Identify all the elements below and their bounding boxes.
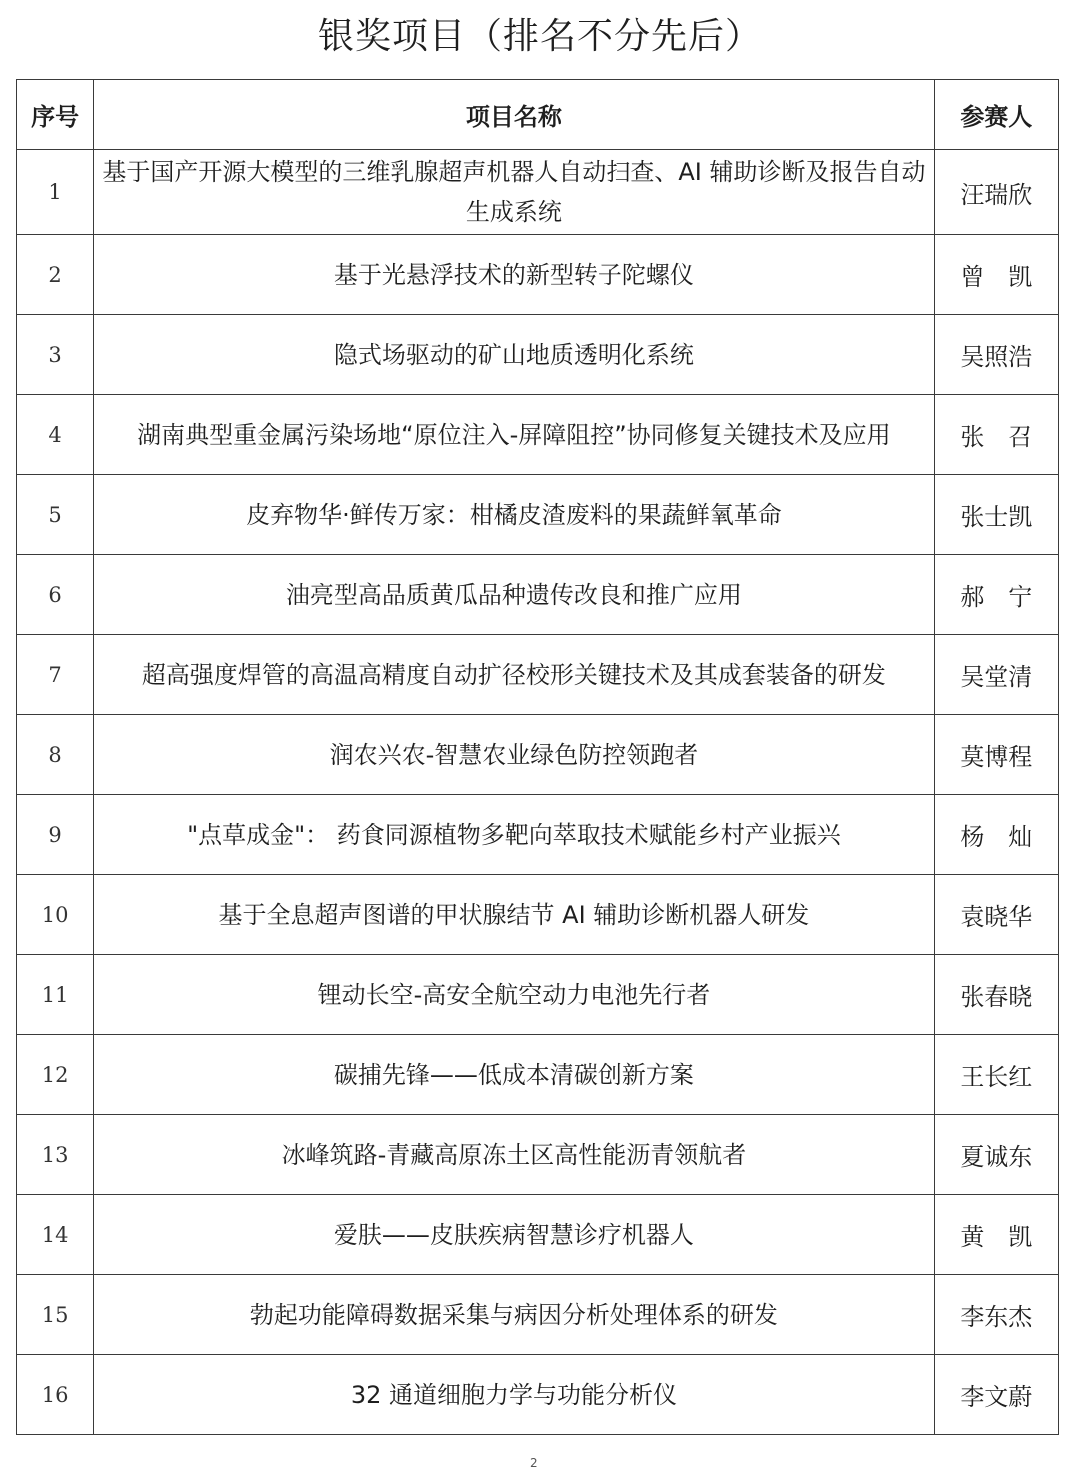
table-row	[17, 1115, 1059, 1195]
project-name: 爱肤——皮肤疾病智慧诊疗机器人	[94, 1195, 934, 1275]
table-row	[17, 235, 1059, 315]
row-number: 9	[17, 795, 94, 875]
participant-name: 袁晓华	[934, 875, 1058, 955]
table-row	[17, 875, 1059, 955]
project-name: 32 通道细胞力学与功能分析仪	[94, 1355, 934, 1435]
participant-name	[934, 795, 1058, 875]
participant-name	[934, 555, 1058, 635]
project-name: 皮弃物华·鲜传万家：柑橘皮渣废料的果蔬鲜氧革命	[94, 475, 934, 555]
row-number: 2	[17, 235, 94, 315]
header-project-name: 项目名称	[94, 80, 934, 150]
header-no: 序号	[17, 80, 94, 150]
participant-name	[934, 235, 1058, 315]
participant-name	[934, 1195, 1058, 1275]
project-name: 碳捕先锋——低成本清碳创新方案	[94, 1035, 934, 1115]
row-number: 10	[17, 875, 94, 955]
row-number: 1	[17, 150, 94, 235]
participant-name: 李文蔚	[934, 1355, 1058, 1435]
table-row	[17, 1035, 1059, 1115]
table-row	[17, 315, 1059, 395]
participant-name: 汪瑞欣	[934, 150, 1058, 235]
page-number: 2	[530, 1456, 538, 1470]
table-row	[17, 555, 1059, 635]
row-number: 12	[17, 1035, 94, 1115]
row-number: 14	[17, 1195, 94, 1275]
participant-name: 夏诚东	[934, 1115, 1058, 1195]
project-name: 润农兴农-智慧农业绿色防控领跑者	[94, 715, 934, 795]
participant-name	[934, 395, 1058, 475]
table-row	[17, 715, 1059, 795]
participant-name-text: 张召	[960, 423, 1057, 451]
participant-name-text: 杨灿	[960, 823, 1057, 851]
project-name: 超高强度焊管的高温高精度自动扩径校形关键技术及其成套装备的研发	[94, 635, 934, 715]
row-number: 13	[17, 1115, 94, 1195]
participant-name: 吴堂清	[934, 635, 1058, 715]
table-row	[17, 475, 1059, 555]
table-row	[17, 635, 1059, 715]
silver-award-table	[16, 79, 1059, 1435]
participant-name: 张春晓	[934, 955, 1058, 1035]
project-name: 基于国产开源大模型的三维乳腺超声机器人自动扫查、AI 辅助诊断及报告自动生成系统	[94, 150, 934, 235]
row-number: 5	[17, 475, 94, 555]
row-number: 7	[17, 635, 94, 715]
row-number: 8	[17, 715, 94, 795]
row-number: 11	[17, 955, 94, 1035]
row-number: 6	[17, 555, 94, 635]
header-participant: 参赛人	[934, 80, 1058, 150]
table-row	[17, 395, 1059, 475]
table-header-row	[17, 80, 1059, 150]
row-number: 15	[17, 1275, 94, 1355]
table-row	[17, 795, 1059, 875]
table-row	[17, 1275, 1059, 1355]
page-title: 银奖项目（排名不分先后）	[317, 16, 762, 57]
row-number: 4	[17, 395, 94, 475]
project-name: 基于全息超声图谱的甲状腺结节 AI 辅助诊断机器人研发	[94, 875, 934, 955]
project-name: 湖南典型重金属污染场地“原位注入-屏障阻控”协同修复关键技术及应用	[94, 395, 934, 475]
project-name: "点草成金"： 药食同源植物多靶向萃取技术赋能乡村产业振兴	[94, 795, 934, 875]
project-name: 锂动长空-高安全航空动力电池先行者	[94, 955, 934, 1035]
participant-name: 李东杰	[934, 1275, 1058, 1355]
row-number: 3	[17, 315, 94, 395]
project-name: 油亮型高品质黄瓜品种遗传改良和推广应用	[94, 555, 934, 635]
table-row	[17, 955, 1059, 1035]
participant-name-text: 黄凯	[960, 1223, 1057, 1251]
participant-name: 王长红	[934, 1035, 1058, 1115]
project-name: 隐式场驱动的矿山地质透明化系统	[94, 315, 934, 395]
table-row	[17, 1355, 1059, 1435]
participant-name-text: 郝宁	[960, 583, 1057, 611]
participant-name: 莫博程	[934, 715, 1058, 795]
participant-name: 张士凯	[934, 475, 1058, 555]
participant-name-text: 曾凯	[960, 263, 1057, 291]
project-name: 冰峰筑路-青藏高原冻土区高性能沥青领航者	[94, 1115, 934, 1195]
table-row	[17, 1195, 1059, 1275]
table-row	[17, 150, 1059, 235]
row-number: 16	[17, 1355, 94, 1435]
project-name: 勃起功能障碍数据采集与病因分析处理体系的研发	[94, 1275, 934, 1355]
participant-name: 吴照浩	[934, 315, 1058, 395]
project-name: 基于光悬浮技术的新型转子陀螺仪	[94, 235, 934, 315]
